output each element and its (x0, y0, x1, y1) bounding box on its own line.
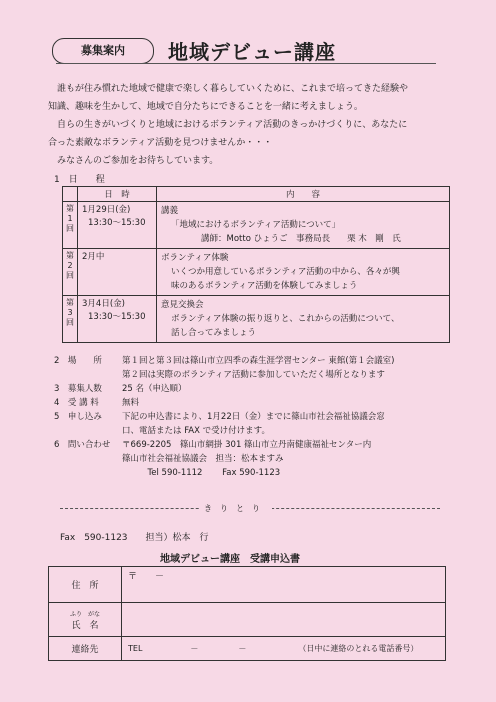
intro-line: 自らの生きがいづくりと地域におけるボランティア活動のきっかけづくりに、あなたに (48, 120, 408, 130)
round-label: 第 2 回 (63, 249, 78, 296)
info-section (54, 354, 395, 480)
info-row: 篠山市社会福祉協議会 担当：松本ますみ (122, 454, 284, 464)
recruitment-badge: 募集案内 (52, 38, 154, 64)
info-row: 4 受 講 料 無料 (54, 398, 140, 408)
application-form-title: 地域デビュー講座 受講申込書 (160, 554, 300, 565)
intro-line: 知識、趣味を生かして、地域で自分たちにできることを一緒に考えましょう。 (48, 102, 363, 112)
schedule-header-blank (63, 187, 78, 202)
session-content: 意見交換会 ボランティア体験の振り返りと、これからの活動について、 話し合ってみましょう (157, 296, 450, 343)
title-underline (56, 63, 436, 64)
table-row (63, 296, 450, 343)
page-title: 地域デビュー講座 (168, 40, 336, 64)
intro-line: みなさんのご参加をお待ちしています。 (48, 156, 219, 166)
round-label: 第 3 回 (63, 296, 78, 343)
application-form (48, 566, 446, 661)
intro-line: 合った素敵なボランティア活動を見つけませんか・・・ (48, 138, 273, 148)
schedule-header-content: 内 容 (157, 187, 450, 202)
info-row: 5 申し込み 下記の申込書により、1月22日（金）までに篠山市社会福祉協議会窓 (54, 412, 385, 422)
info-row: 6 問い合わせ 〒669-2205 篠山市網掛 301 篠山市立丹南健康福祉センター内 (54, 440, 372, 450)
intro-text (48, 80, 468, 170)
address-label: 住 所 (49, 567, 122, 603)
session-date: 1月29日(金) 13:30～15:30 (78, 202, 157, 249)
phone-field[interactable]: TEL － － （日中に連絡のとれる電話番号） (122, 637, 446, 661)
info-row: 第２回は実際のボランティア活動に参加していただく場所となります (122, 370, 385, 380)
intro-line: 誰もが住み慣れた地域で健康で楽しく暮らしていくために、これまで培ってきた経験や (48, 84, 409, 94)
session-date: 2月中 (78, 249, 157, 296)
contact-label: 連絡先 (49, 637, 122, 661)
schedule-table (62, 186, 450, 343)
table-row (63, 202, 450, 249)
info-row: 口、電話または FAX で受け付けます。 (122, 426, 270, 436)
schedule-heading: 1 日 程 (54, 175, 105, 185)
fax-destination: Fax 590-1123 担当）松本 行 (60, 533, 209, 543)
session-content: 講義 「地域におけるボランティア活動について」 講師：Motto ひょうご 事務局長 栗 木 剛 氏 (157, 202, 450, 249)
info-row: Tel 590-1112 Fax 590-1123 (122, 468, 281, 478)
table-row (63, 249, 450, 296)
schedule-header-date: 日 時 (78, 187, 157, 202)
info-row: 2 場 所 第１回と第３回は篠山市立四季の森生涯学習センター 東館(第１会議室) (54, 356, 395, 366)
address-field[interactable]: 〒 － (122, 567, 446, 603)
name-label: ふり がな 氏 名 (49, 603, 122, 637)
round-label: 第 1 回 (63, 202, 78, 249)
cut-label: きりとり (200, 503, 272, 514)
session-date: 3月4日(金) 13:30～15:30 (78, 296, 157, 343)
name-field[interactable] (122, 603, 446, 637)
info-row: 3 募集人数 25 名（申込順） (54, 384, 187, 394)
session-content: ボランティア体験 いくつか用意しているボランティア活動の中から、各々が興 味のあるボランティア活動を体験してみましょう (157, 249, 450, 296)
